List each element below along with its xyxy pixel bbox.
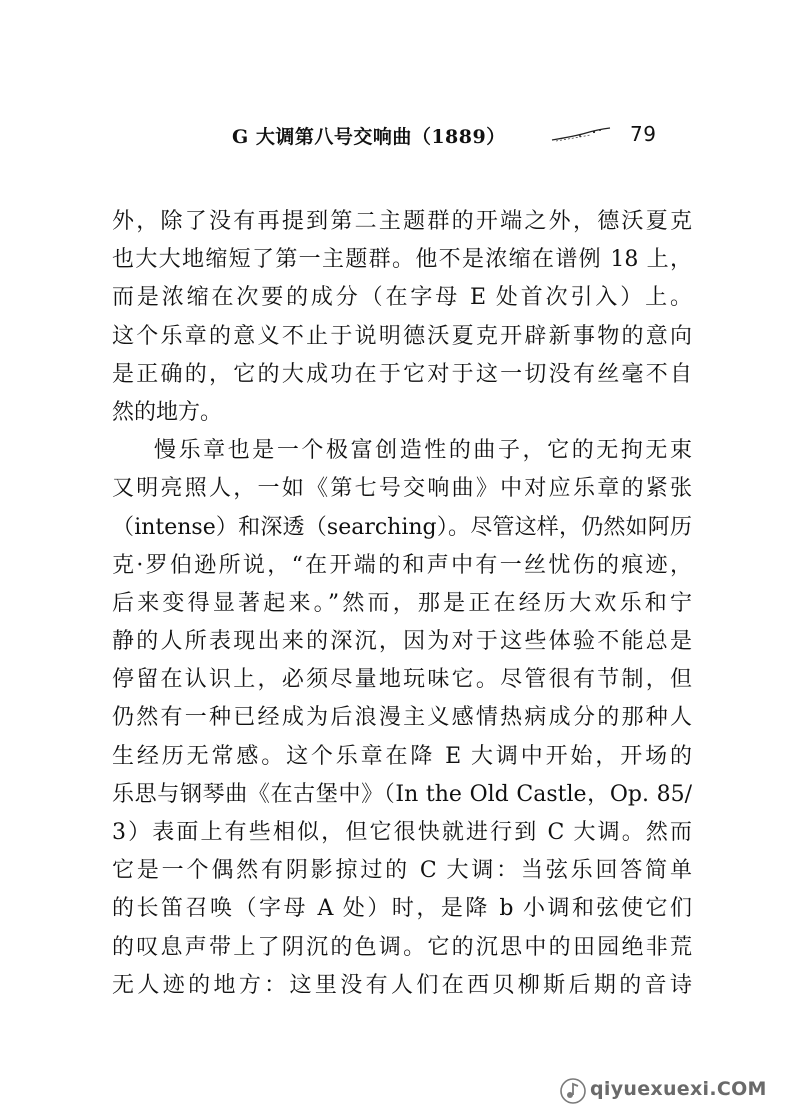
page-number: 79	[630, 122, 657, 146]
text-line: 仍然有一种已经成为后浪漫主义感情热病成分的那种人	[112, 705, 692, 731]
text-line: 慢乐章也是一个极富创造性的曲子，它的无拘无束	[154, 438, 692, 464]
text-line: （intense）和深透（searching）。尽管这样，仍然如阿历	[112, 514, 692, 540]
text-line: 停留在认识上，必须尽量地玩味它。尽管很有节制，但	[112, 667, 692, 693]
text-line: 生经历无常感。这个乐章在降 E 大调中开始，开场的	[112, 743, 692, 769]
text-line: 后来变得显著起来。”然而，那是正在经历大欢乐和宁	[112, 590, 692, 616]
text-line: 静的人所表现出来的深沉，因为对于这些体验不能总是	[112, 629, 692, 655]
text-line: 克·罗伯逊所说，“在开端的和声中有一丝忧伤的痕迹，	[112, 552, 692, 578]
text-line: 3）表面上有些相似，但它很快就进行到 C 大调。然而	[112, 820, 692, 845]
text-line: 它是一个偶然有阴影掠过的 C 大调：当弦乐回答简单	[112, 858, 692, 884]
text-line: 而是浓缩在次要的成分（在字母 E 处首次引入）上。	[112, 285, 692, 311]
watermark-text: qiyuexuexi.COM	[590, 1078, 767, 1100]
text-line: 也大大地缩短了第一主题群。他不是浓缩在谱例 18 上，	[112, 247, 692, 273]
text-line: 然的地方。	[112, 399, 223, 425]
text-line: 的长笛召唤（字母 A 处）时，是降 b 小调和弦使它们	[112, 896, 692, 922]
text-line: 乐思与钢琴曲《在古堡中》（In the Old Castle，Op. 85/	[112, 781, 692, 807]
music-note-icon	[560, 1078, 586, 1104]
ornament-flourish-icon	[550, 126, 612, 144]
running-header	[232, 118, 662, 154]
body-text	[112, 203, 692, 1005]
text-line: 是正确的，它的大成功在于它对于这一切没有丝毫不自	[112, 361, 692, 387]
site-watermark	[560, 1074, 780, 1110]
text-line: 无人迹的地方：这里没有人们在西贝柳斯后期的音诗	[112, 972, 692, 998]
text-line: 又明亮照人，一如《第七号交响曲》中对应乐章的紧张	[112, 476, 692, 502]
text-line: 的叹息声带上了阴沉的色调。它的沉思中的田园绝非荒	[112, 934, 692, 960]
paragraph-1	[112, 203, 692, 432]
text-line: 外，除了没有再提到第二主题群的开端之外，德沃夏克	[112, 209, 692, 234]
running-title: G 大调第八号交响曲（1889）	[232, 126, 506, 148]
paragraph-2	[112, 432, 692, 1005]
text-line: 这个乐章的意义不止于说明德沃夏克开辟新事物的意向	[112, 323, 692, 349]
